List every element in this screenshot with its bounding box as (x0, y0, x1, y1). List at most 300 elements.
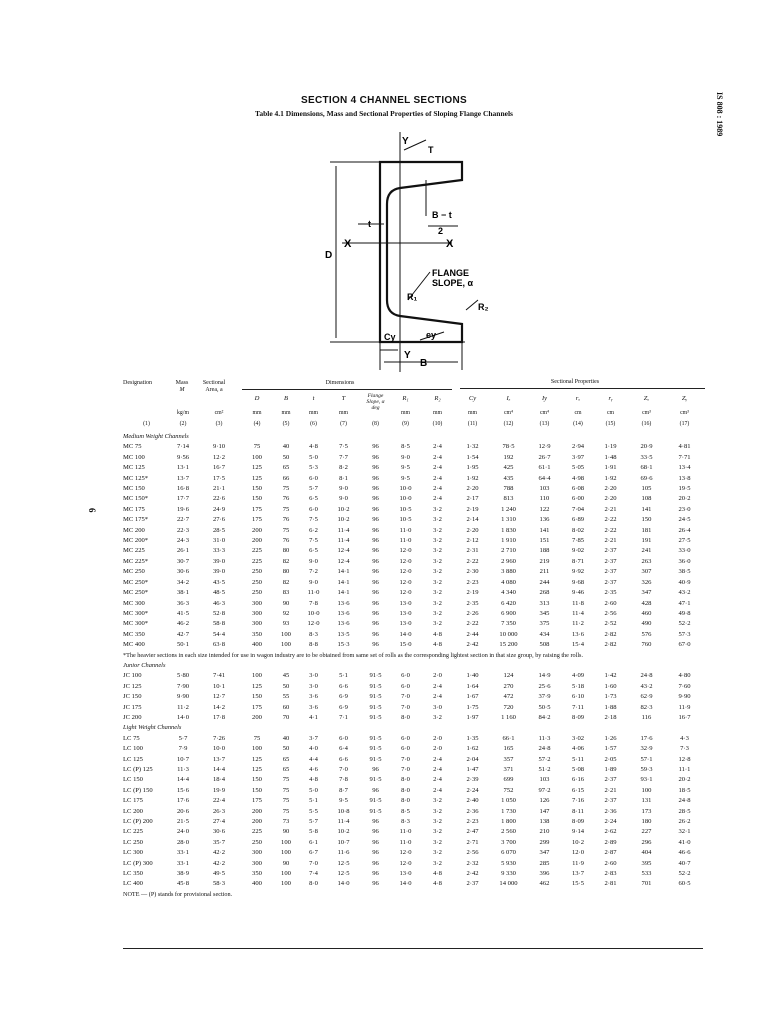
value-cell: 2·4 (433, 464, 442, 472)
value-cell: 4 080 (501, 578, 516, 586)
value-cell: 3·7 (309, 734, 318, 742)
value-cell: 30·6 (176, 568, 190, 576)
value-cell: 1·35 (466, 734, 479, 742)
value-cell: 91·5 (369, 713, 382, 721)
value-cell: 43·2 (640, 682, 653, 690)
value-cell: 6·7 (309, 849, 318, 857)
value-cell: 33·1 (176, 849, 190, 857)
value-cell: 9·0 (401, 453, 410, 461)
header-unit: mm (281, 410, 291, 416)
value-cell: 2·40 (466, 797, 479, 805)
value-cell: 9·46 (571, 589, 585, 597)
value-cell: 7·0 (309, 859, 318, 867)
value-cell: 76 (282, 516, 290, 524)
value-cell: 11·2 (177, 703, 189, 711)
value-cell: 75 (282, 797, 290, 805)
value-cell: 9·0 (309, 578, 318, 586)
value-cell: 4·3 (680, 734, 689, 742)
value-cell: 3·2 (433, 818, 442, 826)
value-cell: 2·37 (604, 568, 617, 576)
designation-cell: LC 300 (123, 849, 143, 857)
header-symbol-t: t (312, 395, 315, 402)
header-unit: cm (574, 410, 582, 416)
value-cell: 12·5 (337, 870, 350, 878)
table-row (123, 765, 703, 775)
value-cell: 78·5 (502, 443, 515, 451)
value-cell: 37·9 (538, 693, 551, 701)
value-cell: 12·7 (212, 693, 226, 701)
table-row (123, 744, 703, 754)
value-cell: 2·12 (466, 537, 479, 545)
header-symbol-rx: rₓ (575, 395, 581, 402)
table-row (123, 453, 703, 463)
value-cell: 17·6 (176, 797, 190, 805)
value-cell: 10·5 (399, 516, 412, 524)
value-cell: 14·9 (538, 672, 551, 680)
value-cell: 5·5 (309, 807, 318, 815)
value-cell: 50 (282, 453, 290, 461)
value-cell: 8·02 (571, 526, 585, 534)
value-cell: 7·16 (571, 797, 585, 805)
value-cell: 4·8 (433, 880, 442, 888)
header-unit: mm (467, 410, 478, 416)
value-cell: 68·1 (640, 464, 653, 472)
value-cell: 2·4 (433, 474, 442, 482)
value-cell: 11·4 (337, 537, 350, 545)
value-cell: 7·90 (176, 682, 190, 690)
value-cell: 490 (641, 620, 652, 628)
svg-text:FLANGE: FLANGE (432, 268, 469, 278)
value-cell: 2·4 (433, 766, 442, 773)
header-unit: cm (606, 410, 615, 416)
value-cell: 3·02 (571, 734, 585, 742)
value-cell: 13·8 (678, 474, 691, 482)
value-cell: 7·8 (339, 776, 348, 784)
value-cell: 3·6 (309, 693, 318, 701)
value-cell: 5 930 (501, 859, 516, 867)
designation-cell: MC 100 (123, 453, 145, 461)
value-cell: 12·0 (399, 849, 412, 857)
table-row (123, 536, 703, 546)
value-cell: 24·0 (176, 828, 190, 836)
value-cell: 14·2 (212, 703, 226, 711)
value-cell: 136 (539, 516, 550, 524)
value-cell: 50 (282, 745, 290, 753)
value-cell: 2·4 (433, 786, 442, 794)
value-cell: 3·2 (433, 537, 442, 545)
value-cell: 14·0 (337, 880, 350, 888)
value-cell: 141 (539, 526, 550, 534)
value-cell: 96 (372, 495, 379, 503)
value-cell: 371 (503, 766, 514, 773)
value-cell: 100 (281, 870, 291, 878)
value-cell: 326 (641, 578, 652, 586)
value-cell: 55 (282, 693, 290, 701)
value-cell: 5·1 (309, 797, 318, 805)
value-cell: 65 (282, 766, 290, 773)
value-cell: 165 (503, 745, 514, 753)
value-cell: 150 (252, 776, 262, 784)
value-cell: 12·4 (337, 547, 350, 555)
value-cell: 8·0 (401, 797, 410, 805)
value-cell: 9·02 (571, 547, 585, 555)
value-cell: 8·5 (401, 807, 410, 815)
value-cell: 66 (282, 474, 290, 482)
header-symbol-r2: R₂ (434, 395, 441, 402)
value-cell: 300 (252, 859, 262, 867)
header-unit: mm (432, 410, 443, 416)
value-cell: 52·2 (678, 870, 691, 878)
value-cell: 32·1 (678, 828, 691, 836)
value-cell: 462 (539, 880, 550, 888)
value-cell: 1 730 (501, 807, 516, 815)
header-symbol-iy: Iy (541, 395, 548, 402)
value-cell: 45 (282, 672, 290, 680)
value-cell: 347 (539, 849, 550, 857)
value-cell: 64·4 (538, 474, 551, 482)
value-cell: 2·60 (604, 599, 617, 607)
header-symbol-ix: Iₓ (506, 395, 511, 402)
table-row (123, 682, 703, 692)
value-cell: 13·7 (176, 474, 190, 482)
svg-text:2: 2 (438, 226, 444, 236)
value-cell: 11·3 (538, 734, 551, 742)
value-cell: 150 (252, 693, 262, 701)
value-cell: 5·11 (572, 755, 584, 763)
value-cell: 131 (641, 797, 652, 805)
header-column-number: (13) (539, 421, 550, 427)
value-cell: 7·0 (401, 703, 410, 711)
value-cell: 2·44 (466, 630, 479, 638)
value-cell: 192 (503, 453, 514, 461)
designation-cell: JC 150 (123, 693, 142, 701)
value-cell: 22·3 (176, 526, 190, 534)
value-cell: 41·5 (176, 609, 190, 617)
value-cell: 200 (252, 807, 262, 815)
table-row (123, 755, 703, 765)
value-cell: 75 (253, 734, 261, 742)
value-cell: 4·8 (309, 776, 318, 784)
table-row (123, 786, 703, 796)
value-cell: 8·09 (571, 818, 585, 826)
value-cell: 4·8 (433, 641, 442, 649)
value-cell: 6·15 (571, 786, 585, 794)
value-cell: 210 (539, 828, 550, 836)
value-cell: 460 (641, 609, 652, 617)
value-cell: 15·4 (571, 641, 585, 649)
value-cell: 11·9 (678, 703, 691, 711)
value-cell: 225 (252, 557, 262, 565)
value-cell: 15·5 (571, 880, 585, 888)
value-cell: 7·14 (176, 443, 190, 451)
value-cell: 3·2 (433, 859, 442, 867)
svg-text:X: X (446, 238, 454, 250)
header-unit: mm (338, 410, 349, 416)
value-cell: 2·37 (604, 557, 617, 565)
value-cell: 7·9 (178, 745, 188, 753)
value-cell: 13·7 (571, 870, 585, 878)
value-cell: 50 (282, 682, 290, 690)
table-row (123, 734, 703, 744)
value-cell: 225 (252, 828, 262, 836)
value-cell: 58·8 (212, 620, 226, 628)
value-cell: 6·0 (401, 745, 410, 753)
value-cell: 6 070 (501, 849, 516, 857)
value-cell: 2·39 (466, 776, 479, 784)
value-cell: 7 350 (501, 620, 516, 628)
value-cell: 5·7 (309, 818, 318, 826)
value-cell: 9·90 (678, 693, 691, 701)
value-cell: 3·2 (433, 713, 442, 721)
value-cell: 26·1 (176, 547, 190, 555)
value-cell: 2·60 (604, 859, 617, 867)
value-cell: 4·4 (309, 755, 318, 763)
header-symbol-cy: Cy (468, 395, 477, 402)
value-cell: 1 800 (501, 818, 516, 826)
value-cell: 96 (372, 516, 379, 524)
value-cell: 51·2 (538, 766, 551, 773)
designation-cell: MC 250 (123, 568, 145, 576)
designation-cell: JC 175 (123, 703, 142, 711)
value-cell: 2 960 (501, 557, 516, 565)
value-cell: 3·0 (433, 703, 442, 711)
designation-cell: MC 175* (123, 516, 149, 524)
value-cell: 12·0 (399, 578, 412, 586)
value-cell: 2·87 (604, 849, 617, 857)
value-cell: 65 (282, 464, 290, 472)
value-cell: 26·3 (212, 807, 226, 815)
value-cell: 5·8 (309, 828, 318, 836)
value-cell: 7·3 (680, 745, 689, 753)
value-cell: 250 (252, 568, 262, 576)
value-cell: 19·5 (678, 485, 691, 493)
table-row (123, 713, 703, 723)
header-unit: cm³ (680, 410, 689, 416)
value-cell: 125 (252, 755, 262, 763)
designation-cell: MC 300 (123, 599, 145, 607)
value-cell: 141 (641, 505, 652, 513)
table-row (123, 599, 703, 609)
value-cell: 8·11 (572, 807, 584, 815)
value-cell: 11·0 (399, 537, 412, 545)
value-cell: 345 (539, 609, 550, 617)
value-cell: 147 (539, 807, 550, 815)
designation-cell: LC 175 (123, 797, 143, 805)
value-cell: 4·1 (309, 713, 318, 721)
value-cell: 12·0 (399, 547, 412, 555)
value-cell: 241 (641, 547, 652, 555)
value-cell: 428 (641, 599, 652, 607)
designation-cell: MC 125 (123, 464, 145, 472)
value-cell: 38·5 (678, 568, 691, 576)
value-cell: 91·5 (369, 682, 382, 690)
value-cell: 11·0 (399, 828, 412, 836)
value-cell: 350 (252, 630, 262, 638)
value-cell: 9·5 (401, 474, 410, 482)
value-cell: 1·92 (604, 474, 617, 482)
table-row (123, 848, 703, 858)
value-cell: 6 420 (501, 599, 516, 607)
designation-cell: LC 225 (123, 828, 143, 836)
header-column-number: (15) (605, 421, 616, 427)
value-cell: 17·6 (640, 734, 653, 742)
value-cell: 35·7 (212, 838, 226, 846)
value-cell: 91·5 (369, 703, 382, 711)
value-cell: 30·6 (212, 828, 226, 836)
value-cell: 8·3 (309, 630, 318, 638)
value-cell: 108 (641, 495, 652, 503)
designation-cell: MC 250* (123, 589, 149, 597)
value-cell: 24·3 (176, 537, 190, 545)
value-cell: 3·2 (433, 505, 442, 513)
value-cell: 6·08 (571, 485, 585, 493)
value-cell: 80 (282, 568, 290, 576)
value-cell: 17·7 (176, 495, 190, 503)
value-cell: 7·4 (309, 870, 318, 878)
value-cell: 7·85 (571, 537, 585, 545)
value-cell: 375 (539, 620, 550, 628)
value-cell: 296 (641, 838, 652, 846)
value-cell: 15·0 (399, 641, 412, 649)
value-cell: 30·7 (176, 557, 190, 565)
value-cell: 11·0 (399, 838, 412, 846)
designation-cell: LC (P) 150 (123, 786, 153, 794)
designation-cell: MC 150 (123, 485, 145, 493)
value-cell: 59·3 (640, 766, 653, 773)
value-cell: 1·88 (604, 703, 617, 711)
value-cell: 2 710 (501, 547, 516, 555)
value-cell: 3·2 (433, 526, 442, 534)
value-cell: 6·0 (309, 505, 318, 513)
value-cell: 347 (641, 589, 652, 597)
value-cell: 10·0 (399, 495, 412, 503)
value-cell: 313 (539, 599, 550, 607)
value-cell: 126 (539, 797, 550, 805)
value-cell: 7·0 (401, 755, 410, 763)
value-cell: 2·26 (466, 609, 479, 617)
value-cell: 6·9 (339, 703, 348, 711)
table-title: Table 4.1 Dimensions, Mass and Sectional Properties of Sloping Flange Channels (255, 109, 513, 118)
value-cell: 92 (282, 609, 290, 617)
value-cell: 6 900 (501, 609, 516, 617)
value-cell: 24·8 (678, 797, 691, 805)
value-cell: 2·36 (466, 807, 479, 815)
value-cell: 6·5 (309, 495, 318, 503)
value-cell: 7·0 (339, 766, 348, 773)
value-cell: 14·4 (176, 776, 190, 784)
value-cell: 6·2 (309, 526, 318, 534)
value-cell: 27·5 (678, 537, 691, 545)
value-cell: 7·60 (678, 682, 691, 690)
table-row (123, 463, 703, 473)
value-cell: 96 (372, 474, 379, 482)
value-cell: 2·4 (433, 485, 442, 493)
value-cell: 2·05 (604, 755, 617, 763)
section-title: SECTION 4 CHANNEL SECTIONS (301, 95, 467, 106)
value-cell: 2·19 (466, 589, 479, 597)
value-cell: 6·1 (309, 838, 318, 846)
value-cell: 100 (281, 838, 291, 846)
value-cell: 96 (372, 443, 379, 451)
value-cell: 9·0 (339, 495, 348, 503)
value-cell: 1·47 (466, 766, 479, 773)
header-flange-slope: deg (371, 405, 380, 411)
value-cell: 54·4 (212, 630, 226, 638)
value-cell: 2·89 (604, 838, 617, 846)
value-cell: 720 (503, 703, 514, 711)
value-cell: 1·40 (466, 672, 479, 680)
designation-cell: LC (P) 300 (123, 859, 153, 867)
header-symbol-d: D (254, 395, 260, 402)
value-cell: 15·3 (337, 641, 350, 649)
value-cell: 2·22 (466, 620, 479, 628)
value-cell: 4·8 (433, 630, 442, 638)
value-cell: 46·2 (176, 620, 190, 628)
value-cell: 83 (282, 589, 290, 597)
value-cell: 7·26 (212, 734, 226, 742)
value-cell: 52·8 (212, 609, 226, 617)
value-cell: 96 (372, 849, 379, 857)
header-column-number: (10) (432, 421, 443, 427)
value-cell: 11·4 (572, 609, 584, 617)
designation-cell: LC 250 (123, 838, 143, 846)
value-cell: 96 (372, 818, 379, 826)
value-cell: 173 (641, 807, 652, 815)
designation-cell: MC 225* (123, 557, 149, 565)
value-cell: 10·2 (337, 828, 350, 836)
value-cell: 6·89 (571, 516, 585, 524)
value-cell: 52·2 (678, 620, 691, 628)
value-cell: 300 (252, 849, 262, 857)
value-cell: 2·32 (466, 859, 479, 867)
value-cell: 2·22 (604, 526, 617, 534)
value-cell: 4 340 (501, 589, 516, 597)
header-column-number: (11) (467, 421, 478, 427)
value-cell: 96 (372, 766, 379, 773)
value-cell: 96 (372, 828, 379, 836)
value-cell: 20·6 (176, 807, 190, 815)
value-cell: 22·6 (212, 495, 226, 503)
value-cell: 10·7 (176, 755, 190, 763)
value-cell: 1·75 (466, 703, 479, 711)
value-cell: 2·4 (433, 443, 442, 451)
table-row (123, 588, 703, 598)
value-cell: 2·47 (466, 828, 479, 836)
value-cell: 1·95 (466, 464, 479, 472)
value-cell: 75 (282, 485, 290, 493)
value-cell: 404 (641, 849, 652, 857)
value-cell: 150 (252, 786, 262, 794)
header-group-properties: Sectional Properties (550, 379, 600, 385)
table-row (123, 817, 703, 827)
table-row (123, 557, 703, 567)
value-cell: 62·9 (640, 693, 653, 701)
value-cell: 3·0 (309, 672, 318, 680)
value-cell: 435 (503, 474, 514, 482)
value-cell: 175 (252, 703, 262, 711)
value-cell: 14·0 (399, 880, 412, 888)
value-cell: 73 (282, 818, 290, 826)
channel-section-diagram (0, 0, 768, 380)
value-cell: 6·0 (401, 734, 410, 742)
value-cell: 2·31 (466, 547, 479, 555)
value-cell: 2·24 (604, 818, 617, 826)
value-cell: 13·6 (571, 630, 585, 638)
value-cell: 57·3 (678, 630, 691, 638)
value-cell: 14·1 (337, 589, 350, 597)
value-cell: 3·2 (433, 609, 442, 617)
designation-cell: LC 200 (123, 807, 143, 815)
